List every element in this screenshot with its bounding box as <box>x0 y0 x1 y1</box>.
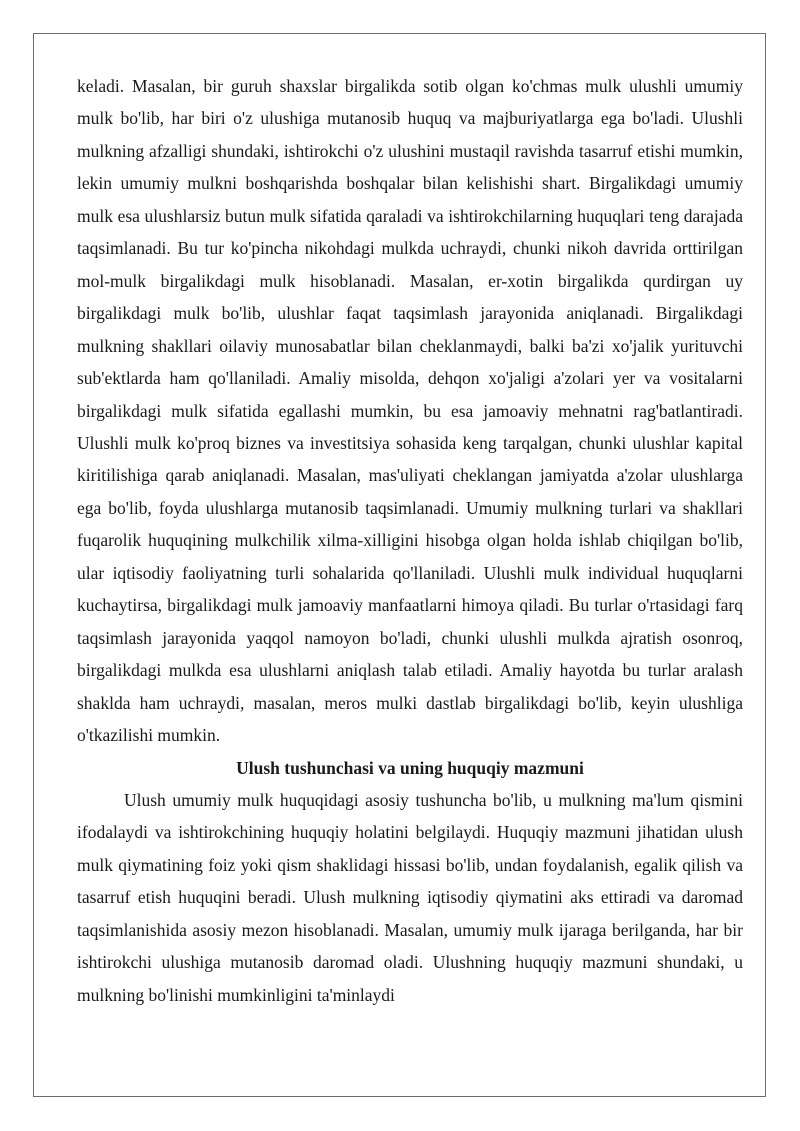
body-paragraph: keladi. Masalan, bir guruh shaxslar birgalikda sotib olgan ko'chmas mulk ulushli umumiy mulk bo'lib, har biri o'z ulushiga mutanosib huquq va majburiyatlarga ega bo'ladi. Ulushli mulkning afzalligi shundaki, ishtirokchi o'z ulushini mustaqil ravishda tasarruf etishi mumkin, lekin umumiy mulkni boshqarishda boshqalar bilan kelishishi shart. Birgalikdagi umumiy mulk esa ulushlarsiz butun mulk sifatida qaraladi va ishtirokchilarning huquqlari teng darajada taqsimlanadi. Bu tur ko'pincha nikohdagi mulkda uchraydi, chunki nikoh davrida orttirilgan mol-mulk birgalikdagi mulk hisoblanadi. Masalan, er-xotin birgalikda qurdirgan uy birgalikdagi mulk bo'lib, ulushlar faqat taqsimlash jarayonida aniqlanadi. Birgalikdagi mulkning shakllari oilaviy munosabatlar bilan cheklanmaydi, balki ba'zi xo'jalik yurituvchi sub'ektlarda ham qo'llaniladi. Amaliy misolda, dehqon xo'jaligi a'zolari yer va vositalarni birgalikdagi mulk sifatida egallashi mumkin, bu esa jamoaviy mehnatni rag'batlantiradi. Ulushli mulk ko'proq biznes va investitsiya sohasida keng tarqalgan, chunki ulushlar kapital kiritilishiga qarab aniqlanadi. Masalan, mas'uliyati cheklangan jamiyatda a'zolar ulushlarga ega bo'lib, foyda ulushlarga mutanosib taqsimlanadi. Umumiy mulkning turlari va shakllari fuqarolik huquqining mulkchilik xilma-xilligini hisobga olgan holda ishlab chiqilgan bo'lib, ular iqtisodiy faoliyatning turli sohalarida qo'llaniladi. Ulushli mulk individual huquqlarni kuchaytirsa, birgalikdagi mulk jamoaviy manfaatlarni himoya qiladi. Bu turlar o'rtasidagi farq taqsimlash jarayonida yaqqol namoyon bo'ladi, chunki ulushli mulkda ajratish osonroq, birgalikdagi mulkda esa ulushlarni aniqlash talab etiladi. Amaliy hayotda bu turlar aralash shaklda ham uchraydi, masalan, meros mulki dastlab birgalikdagi bo'lib, keyin ulushliga o'tkazilishi mumkin. <box>77 76 743 746</box>
body-paragraph: Ulush umumiy mulk huquqidagi asosiy tushuncha bo'lib, u mulkning ma'lum qismini ifodalaydi va ishtirokchining huquqiy holatini belgilaydi. Huquqiy mazmuni jihatidan ulush mulk qiymatining foiz yoki qism shaklidagi hissasi bo'lib, undan foydalanish, egalik qilish va tasarruf etish huquqini beradi. Ulush mulkning iqtisodiy qiymatini aks ettiradi va daromad taqsimlanishida asosiy mezon hisoblanadi. Masalan, umumiy mulk ijaraga berilganda, har bir ishtirokchi ulushiga mutanosib daromad oladi. Ulushning huquqiy mazmuni shundaki, u mulkning bo'linishi mumkinligini ta'minlaydi <box>77 789 743 1005</box>
document-body <box>77 70 743 1011</box>
section-heading: Ulush tushunchasi va uning huquqiy mazmuni <box>236 757 584 778</box>
